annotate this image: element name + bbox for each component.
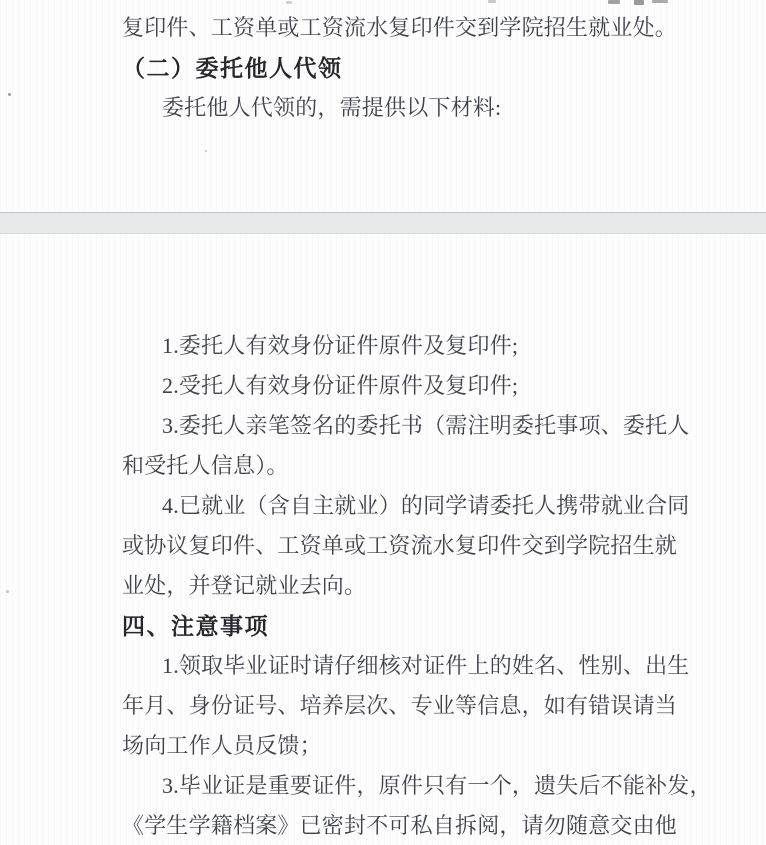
document-page-1 xyxy=(0,0,766,212)
page-separator xyxy=(0,212,766,234)
note-item-1: 1.领取毕业证时请仔细核对证件上的姓名、性别、出生 xyxy=(162,653,690,678)
list-item-2: 2.受托人有效身份证件原件及复印件; xyxy=(162,373,519,398)
section-heading-notes: 四、注意事项 xyxy=(122,613,269,639)
note-item-1-continued: 年月、身份证号、培养层次、专业等信息，如有错误请当 xyxy=(122,693,678,718)
list-item-1: 1.委托人有效身份证件原件及复印件; xyxy=(162,333,519,358)
scan-speck xyxy=(6,590,9,593)
body-text-line: 复印件、工资单或工资流水复印件交到学院招生就业处。 xyxy=(122,15,678,40)
scan-artifact xyxy=(608,0,620,4)
list-item-4: 4.已就业（含自主就业）的同学请委托人携带就业合同 xyxy=(162,493,690,518)
scan-artifact xyxy=(652,0,668,3)
note-item-3: 3.毕业证是重要证件，原件只有一个，遗失后不能补发， xyxy=(162,773,712,798)
scan-artifact xyxy=(634,0,644,5)
scan-artifact xyxy=(286,1,292,4)
list-item-4-continued: 或协议复印件、工资单或工资流水复印件交到学院招生就 xyxy=(122,533,678,558)
body-text-line: 委托他人代领的，需提供以下材料: xyxy=(162,95,502,120)
note-item-3-continued: 《学生学籍档案》已密封不可私自拆阅，请勿随意交由他 xyxy=(122,813,678,838)
list-item-3-continued: 和受托人信息）。 xyxy=(122,453,289,478)
scan-speck xyxy=(8,93,11,96)
scan-speck xyxy=(205,150,207,152)
section-heading-delegate-pickup: （二）委托他人代领 xyxy=(122,55,343,81)
list-item-4-continued: 业处，并登记就业去向。 xyxy=(122,573,367,598)
scan-artifact xyxy=(488,0,496,3)
document-page-2 xyxy=(0,234,766,845)
list-item-3: 3.委托人亲笔签名的委托书（需注明委托事项、委托人 xyxy=(162,413,690,438)
note-item-1-continued: 场向工作人员反馈； xyxy=(122,733,322,758)
